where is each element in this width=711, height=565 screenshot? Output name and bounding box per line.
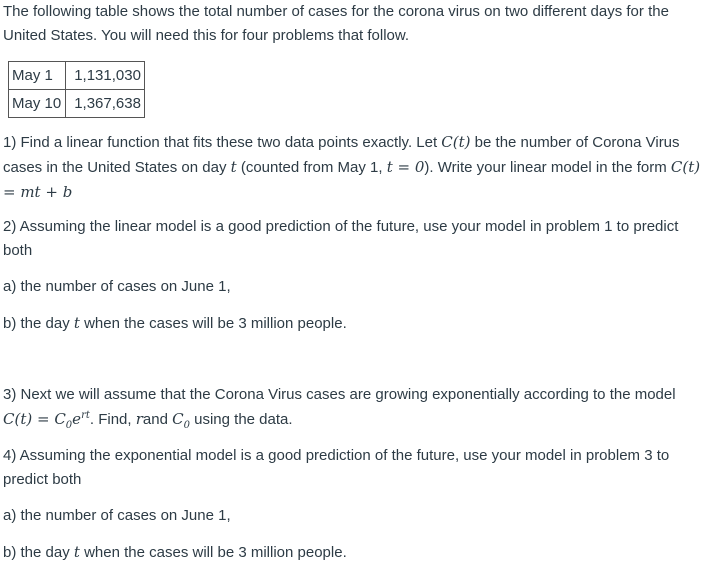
problem-1-text-1: 1) Find a linear function that fits these two data points exactly. Let — [3, 134, 442, 151]
cases-table — [8, 61, 145, 118]
problem-4: 4) Assuming the exponential model is a good prediction of the future, use your model in problem 3 to predict both — [3, 447, 670, 488]
problem-1-text-4: ). Write your linear model in the form — [424, 159, 671, 176]
problem-1-math-model: C(t) = mt + b — [3, 158, 701, 201]
problem-4-part-b-text-2: when the cases will be 3 million people. — [79, 544, 347, 561]
problem-3-math-model — [3, 410, 90, 431]
problem-2-part-b — [3, 311, 347, 336]
problem-3 — [3, 383, 708, 432]
problem-3-math-model-lhs: C(t) = C — [3, 410, 66, 428]
problem-4-part-b-math-t: t — [73, 543, 80, 561]
problem-3-math-c: C — [172, 410, 184, 428]
problem-3-math-r: r — [135, 410, 143, 428]
problem-3-math-e: e — [72, 410, 82, 428]
problem-3-text-1: 3) Next we will assume that the Corona Virus cases are growing exponentially according to the model — [3, 386, 676, 403]
intro-paragraph: The following table shows the total number of cases for the corona virus on two different days for the United States. You will need this for four problems that follow. — [3, 3, 669, 44]
problem-1-math-t: t — [230, 158, 237, 176]
table-cell-cases: 1,367,638 — [66, 90, 145, 118]
problem-2-part-b-math-t: t — [73, 314, 80, 332]
problem-2-part-b-text-1: b) the day — [3, 315, 74, 332]
problem-3-math-c0 — [172, 410, 190, 431]
table-cell-date: May 1 — [9, 62, 66, 90]
table-row — [9, 90, 145, 118]
problem-3-text-4: using the data. — [189, 411, 293, 428]
problem-1-math-t0: t = 0 — [386, 158, 425, 176]
problem-1-text-3: (counted from May 1, — [236, 159, 387, 176]
problem-3-math-c-subscript: 0 — [183, 420, 190, 431]
problem-3-math-subscript-0: 0 — [65, 420, 73, 431]
problem-1-math-ct: C(t) — [441, 133, 471, 151]
problem-2: 2) Assuming the linear model is a good prediction of the future, use your model in problem 1 to predict both — [3, 218, 679, 259]
table-cell-date: May 10 — [9, 90, 66, 118]
problem-3-text-3: and — [142, 411, 173, 428]
problem-1-text-2: be the number of Corona Virus cases in the United States on day — [3, 134, 680, 176]
problem-3-text-2: . Find, — [89, 411, 136, 428]
problem-2-part-b-text-2: when the cases will be 3 million people. — [79, 315, 347, 332]
problem-3-math-exponent: rt — [81, 410, 90, 421]
problem-4-part-b-text-1: b) the day — [3, 544, 74, 561]
problem-4-part-a: a) the number of cases on June 1, — [3, 507, 231, 524]
table-row — [9, 62, 145, 90]
problem-2-part-a: a) the number of cases on June 1, — [3, 278, 231, 295]
problem-1 — [3, 130, 708, 205]
problem-4-part-b — [3, 540, 347, 565]
table-cell-cases: 1,131,030 — [66, 62, 145, 90]
